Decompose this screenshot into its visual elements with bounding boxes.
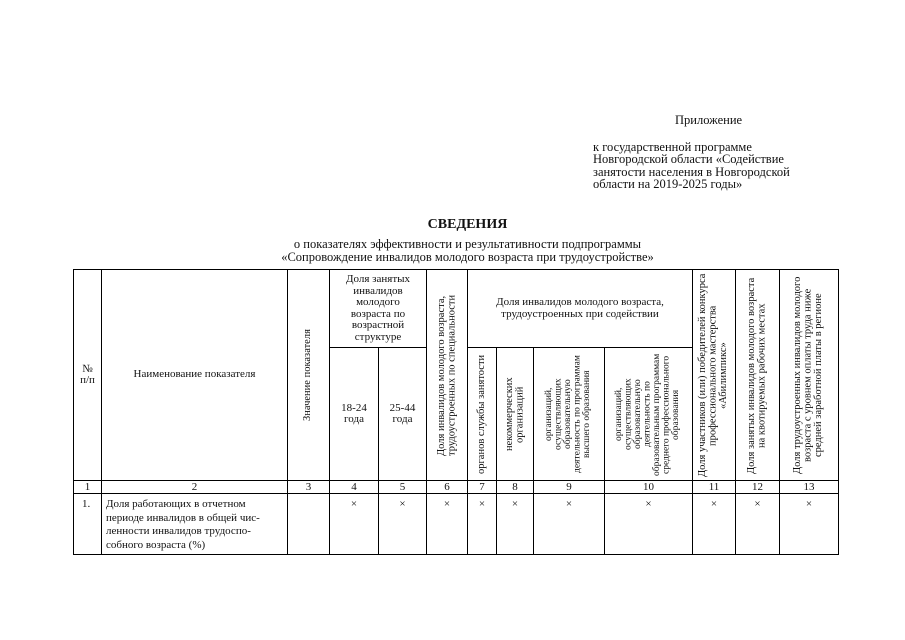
cross-mark: × <box>379 494 427 555</box>
appendix-line: области на 2019-2025 годы» <box>593 177 743 191</box>
header-nonprofit: некоммерческих организаций <box>497 348 534 481</box>
indicator-name: Доля работающих в отчетном периоде инвалидов в общей чис- ленности инвалидов трудоспо- собного возраста (%) <box>102 494 288 555</box>
cross-mark: × <box>497 494 534 555</box>
header-quota-jobs: Доля занятых инвалидов молодого возраста на квотируемых рабочих местах <box>736 270 780 481</box>
column-number: 13 <box>780 481 839 494</box>
header-higher-education: организаций, осуществляющих образовательную деятельность по программам высшего образования <box>534 348 605 481</box>
row-number: 1. <box>74 494 102 555</box>
column-number: 4 <box>330 481 379 494</box>
column-number: 10 <box>605 481 693 494</box>
header-name: Наименование показателя <box>102 270 288 481</box>
header-value: Значение показателя <box>288 270 330 481</box>
column-number: 5 <box>379 481 427 494</box>
appendix-line: занятости населения в Новгородской <box>593 164 790 179</box>
indicators-table <box>73 269 839 555</box>
cross-mark: × <box>330 494 379 555</box>
appendix-block <box>593 114 833 191</box>
column-number-row <box>74 481 839 494</box>
column-number: 6 <box>427 481 468 494</box>
document-subtitle-line2: «Сопровождение инвалидов молодого возраста при трудоустройстве» <box>281 249 654 264</box>
cross-mark: × <box>427 494 468 555</box>
header-assisted-group: Доля инвалидов молодого возраста, трудоустроенных при содействии <box>468 270 693 348</box>
column-number: 3 <box>288 481 330 494</box>
header-age-25-44: 25-44 года <box>379 348 427 481</box>
table-row <box>74 494 839 555</box>
appendix-line: Новгородской области «Содействие <box>593 152 784 166</box>
column-number: 12 <box>736 481 780 494</box>
document-heading <box>0 217 905 263</box>
cross-mark: × <box>468 494 497 555</box>
header-low-pay: Доля трудоустроенных инвалидов молодого возраста с уровнем оплаты труда ниже средней заработной платы в регионе <box>780 270 839 481</box>
column-number: 9 <box>534 481 605 494</box>
document-subtitle-line1: о показателях эффективности и результативности подпрограммы <box>293 237 642 251</box>
column-number: 2 <box>102 481 288 494</box>
header-num: № п/п <box>74 270 102 481</box>
cross-mark: × <box>605 494 693 555</box>
appendix-line: к государственной программе <box>593 139 752 154</box>
header-employment-service: органов службы занятости <box>468 348 497 481</box>
header-by-specialty: Доля инвалидов молодого возраста, трудоустроенных по специальности <box>427 270 468 481</box>
column-number: 8 <box>497 481 534 494</box>
appendix-title: Приложение <box>675 113 743 127</box>
cross-mark: × <box>736 494 780 555</box>
header-age-18-24: 18-24 года <box>330 348 379 481</box>
cross-mark: × <box>780 494 839 555</box>
header-abilympics: Доля участников (или) победителей конкурса профессионального мастерства «Абилимпикс» <box>693 270 736 481</box>
header-vocational-education: организаций, осуществляющих образовательную деятельность по образовательным программам среднего профессионального образования <box>605 348 693 481</box>
cross-mark: × <box>534 494 605 555</box>
document-title: СВЕДЕНИЯ <box>427 217 508 232</box>
indicator-value <box>288 494 330 555</box>
column-number: 11 <box>693 481 736 494</box>
column-number: 7 <box>468 481 497 494</box>
cross-mark: × <box>693 494 736 555</box>
column-number: 1 <box>74 481 102 494</box>
header-employed-by-age: Доля занятых инвалидов молодого возраста по возрастной структуре <box>330 270 427 348</box>
